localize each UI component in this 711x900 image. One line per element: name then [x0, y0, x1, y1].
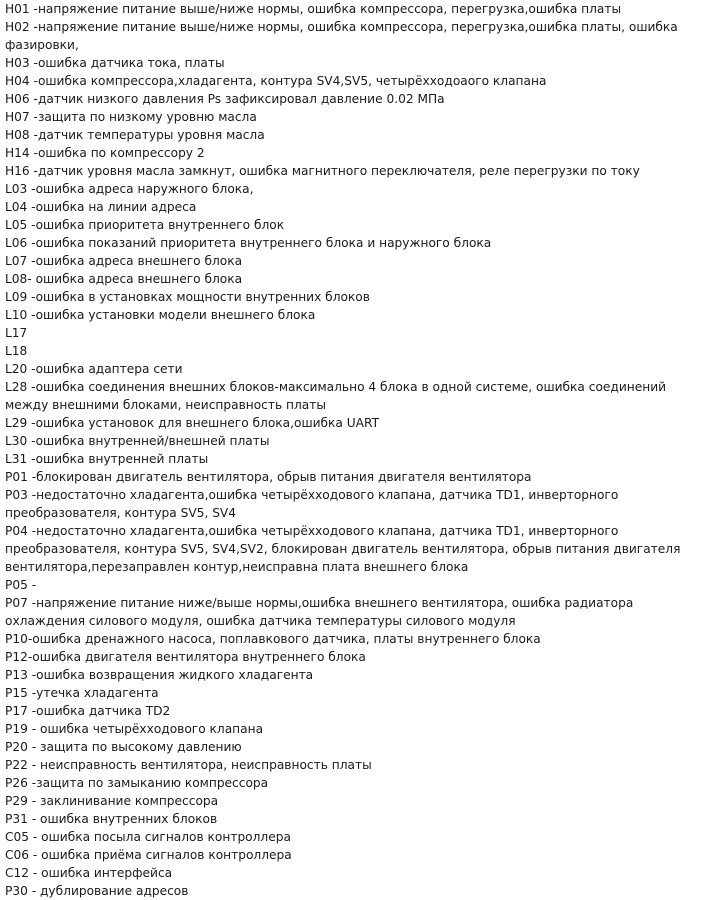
error-code-line: L17 [5, 326, 28, 340]
error-code-line: P19 - ошибка четырёхходового клапана [5, 722, 264, 736]
error-code-line: H04 -ошибка компрессора,хладагента, контура SV4,SV5, четырёхходоаого клапана [5, 74, 547, 88]
error-code-line: L03 -ошибка адреса наружного блока, [5, 182, 254, 196]
error-code-line: L05 -ошибка приоритета внутреннего блок [5, 218, 285, 232]
error-code-line: C06 - ошибка приёма сигналов контроллера [5, 848, 292, 862]
error-code-line: P26 -защита по замыканию компрессора [5, 776, 269, 790]
error-code-line: L08- ошибка адреса внешнего блока [5, 272, 243, 286]
error-code-line: H07 -защита по низкому уровню масла [5, 110, 257, 124]
error-code-line: L10 -ошибка установки модели внешнего блока [5, 308, 316, 322]
error-code-line: P12-ошибка двигателя вентилятора внутреннего блока [5, 650, 366, 664]
error-code-line: P31 - ошибка внутренних блоков [5, 812, 218, 826]
error-code-line: P17 -ошибка датчика TD2 [5, 704, 171, 718]
error-code-line: L31 -ошибка внутренней платы [5, 452, 209, 466]
error-code-line: P04 -недостаточно хладагента,ошибка четырёхходового клапана, датчика TD1, инверторного преобразователя, контура SV5, SV4,SV2, блокирован двигатель вентилятора, обрыв питания двигателя вентилятора,перезаправлен контур,неисправна плата внешнего блока [5, 524, 681, 574]
error-code-line: L07 -ошибка адреса внешнего блока [5, 254, 243, 268]
error-code-line: H08 -датчик температуры уровня масла [5, 128, 265, 142]
error-code-line: H16 -датчик уровня масла замкнут, ошибка магнитного переключателя, реле перегрузки по току [5, 164, 640, 178]
error-code-line: P30 - дублирование адресов [5, 884, 189, 898]
error-code-line: C12 - ошибка интерфейса [5, 866, 173, 880]
error-code-line: P10-ошибка дренажного насоса, поплавкового датчика, платы внутреннего блока [5, 632, 541, 646]
error-code-line: H06 -датчик низкого давления Ps зафиксировал давление 0.02 МПа [5, 92, 445, 106]
error-code-line: H02 -напряжение питание выше/ниже нормы, ошибка компрессора, перегрузка,ошибка платы, ошибка фазировки, [5, 20, 678, 52]
error-code-line: P29 - заклинивание компрессора [5, 794, 219, 808]
error-code-line: H01 -напряжение питание выше/ниже нормы, ошибка компрессора, перегрузка,ошибка платы [5, 2, 622, 16]
error-code-line: L28 -ошибка соединения внешних блоков-максимально 4 блока в одной системе, ошибка соединений между внешними блоками, неисправность платы [5, 380, 667, 412]
error-code-line: P01 -блокирован двигатель вентилятора, обрыв питания двигателя вентилятора [5, 470, 532, 484]
error-code-line: P15 -утечка хладагента [5, 686, 159, 700]
error-code-line: L18 [5, 344, 28, 358]
error-code-line: L30 -ошибка внутренней/внешней платы [5, 434, 270, 448]
error-code-line: P07 -напряжение питание ниже/выше нормы,ошибка внешнего вентилятора, ошибка радиатора охлаждения силового модуля, ошибка датчика температуры силового модуля [5, 596, 634, 628]
error-code-line: P13 -ошибка возвращения жидкого хладагента [5, 668, 314, 682]
error-code-line: L20 -ошибка адаптера сети [5, 362, 183, 376]
error-code-line: L06 -ошибка показаний приоритета внутреннего блока и наружного блока [5, 236, 492, 250]
error-code-line: C05 - ошибка посыла сигналов контроллера [5, 830, 291, 844]
error-code-line: P20 - защита по высокому давлению [5, 740, 242, 754]
error-code-line: L29 -ошибка установок для внешнего блока,ошибка UART [5, 416, 380, 430]
error-code-line: P03 -недостаточно хладагента,ошибка четырёхходового клапана, датчика TD1, инверторного преобразователя, контура SV5, SV4 [5, 488, 619, 520]
error-code-line: L04 -ошибка на линии адреса [5, 200, 197, 214]
error-code-line: H03 -ошибка датчика тока, платы [5, 56, 225, 70]
error-code-line: L09 -ошибка в установках мощности внутренних блоков [5, 290, 370, 304]
error-code-line: P05 - [5, 578, 37, 592]
error-code-line: P22 - неисправность вентилятора, неисправность платы [5, 758, 372, 772]
error-code-line: H14 -ошибка по компрессору 2 [5, 146, 205, 160]
